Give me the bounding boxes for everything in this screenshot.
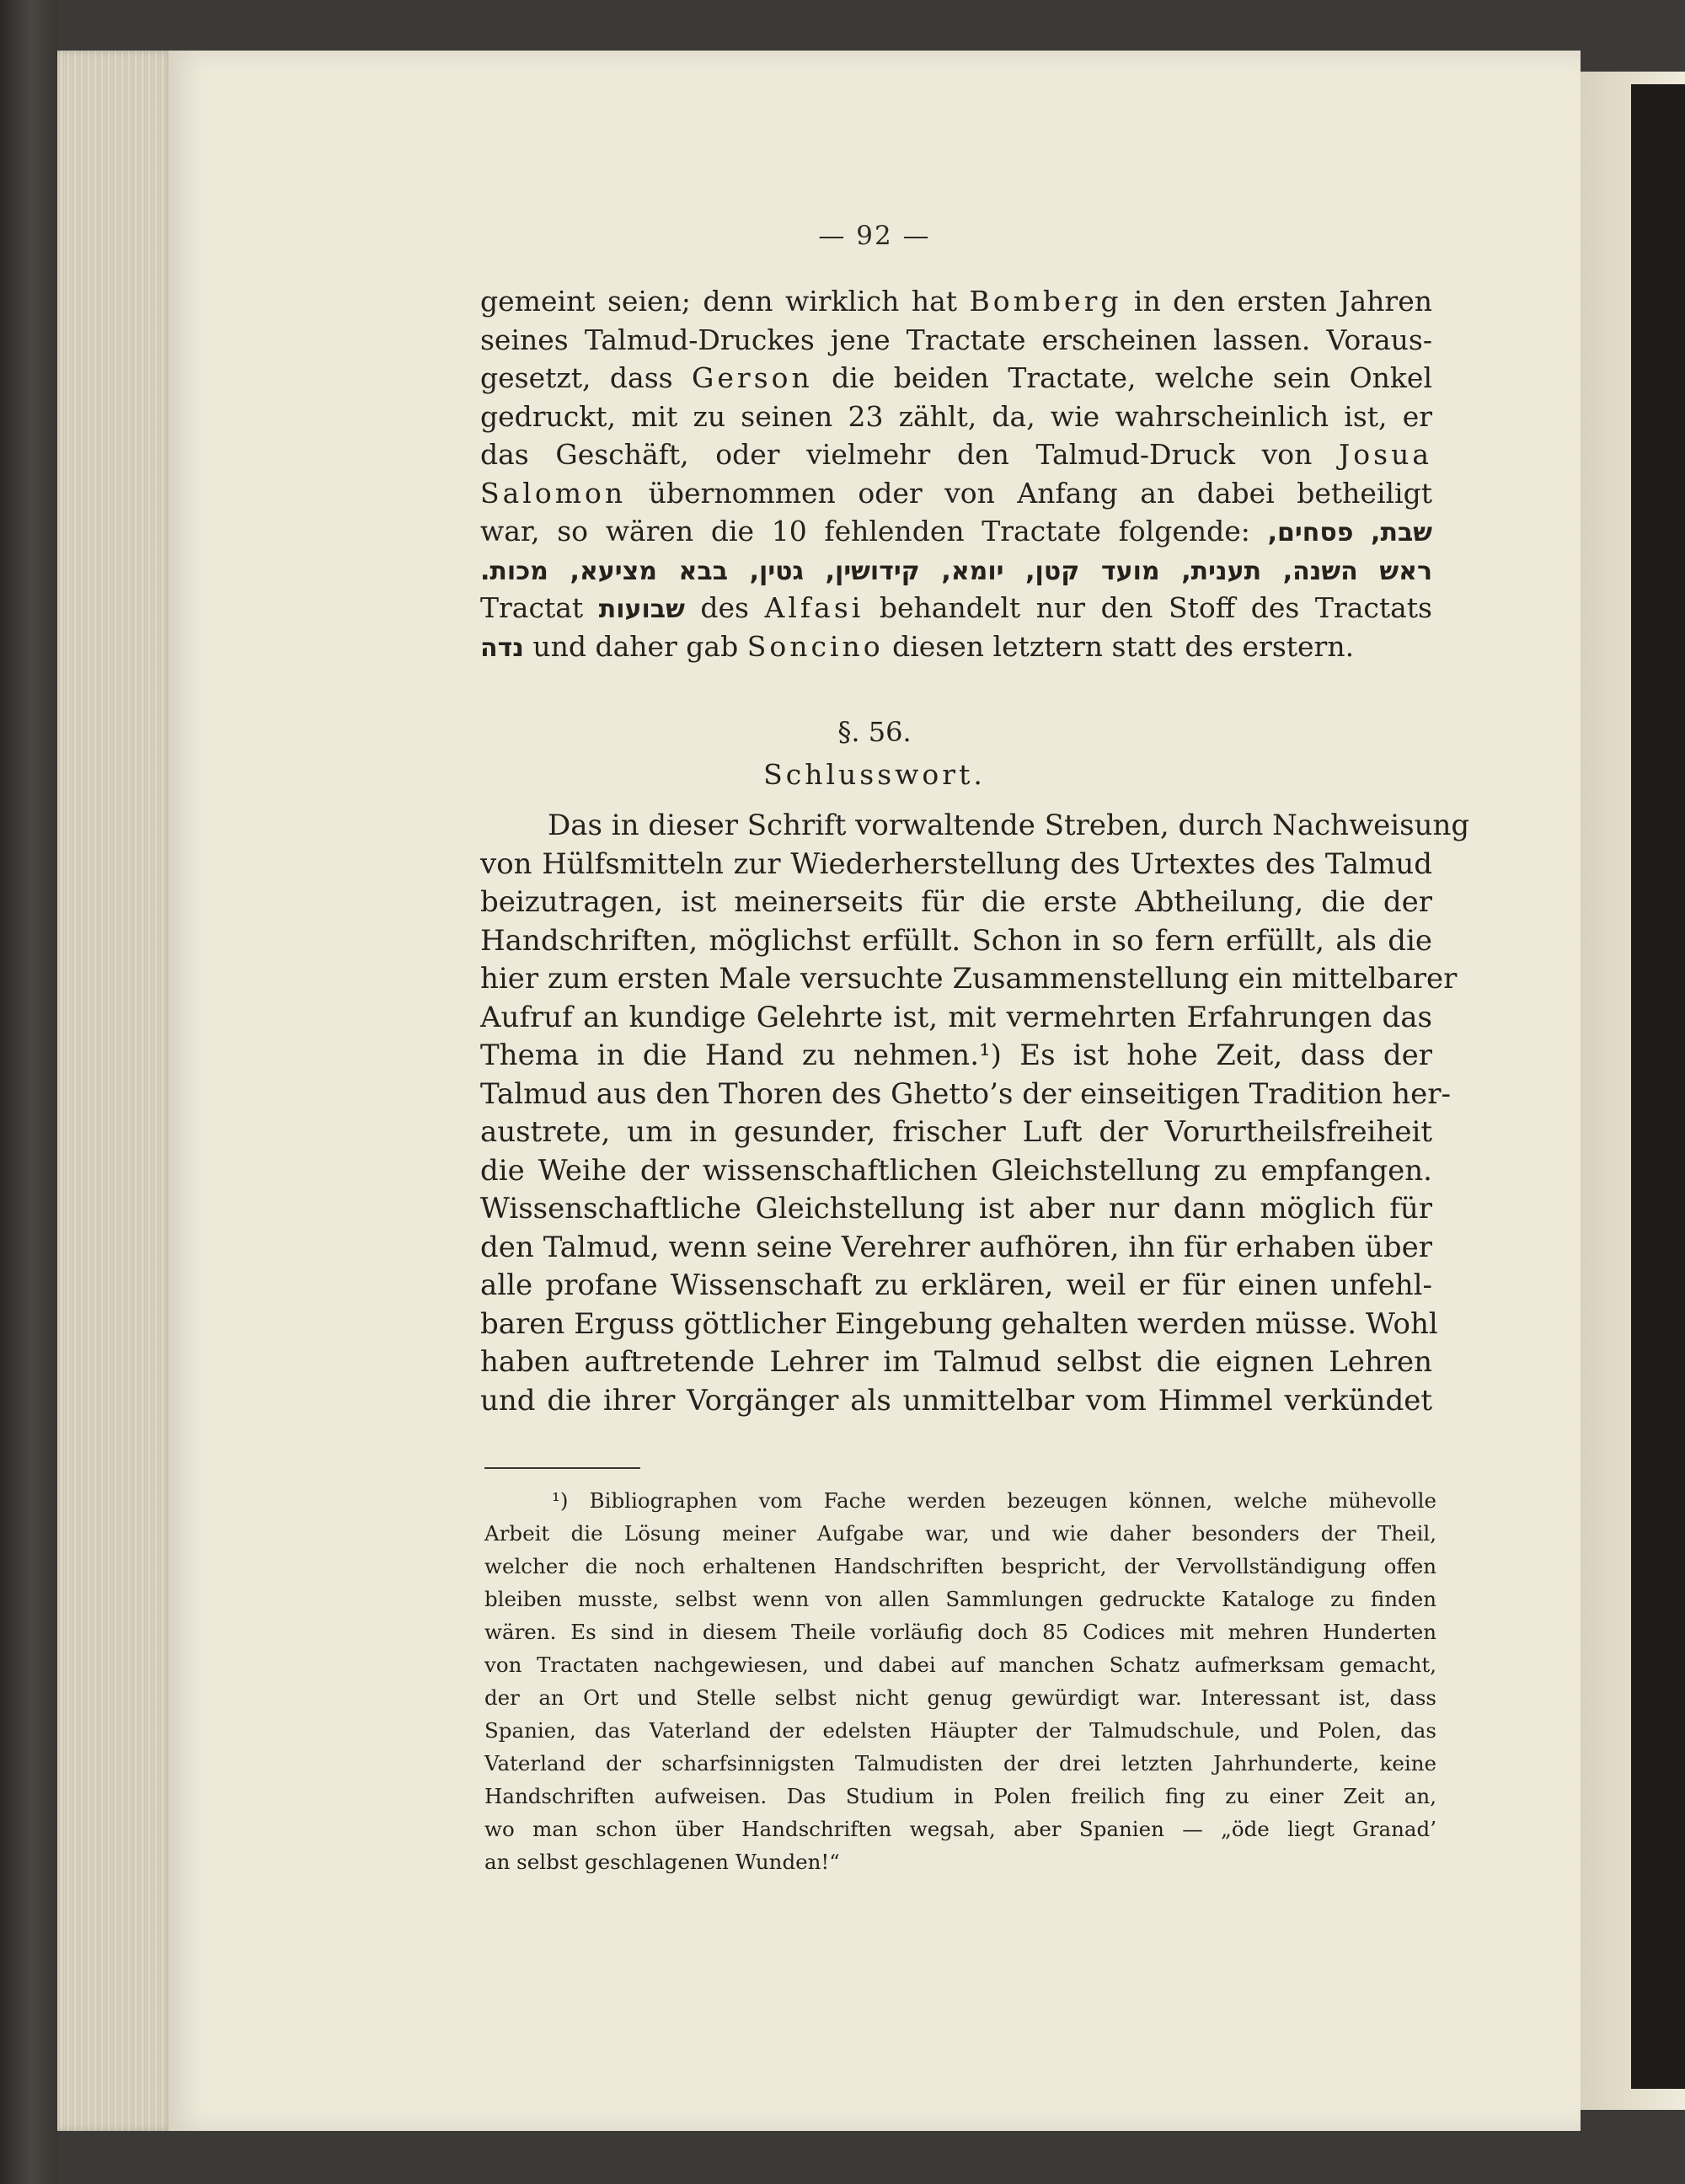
text-line: beizutragen, ist meinerseits für die erste Abtheilung, die der [480,885,1432,919]
footnote-rule [484,1467,640,1469]
text-line: austrete, um in gesunder, frischer Luft der Vorurtheilsfreiheit [480,1115,1432,1149]
hebrew-text: נדה [480,633,524,663]
text-line: haben auftretende Lehrer im Talmud selbst die eignen Lehren [480,1345,1432,1379]
book-binding [0,0,57,2184]
text-line: war, so wären die 10 fehlenden Tractate folgende: שבת, פסחים, [480,515,1432,547]
text-line: Salomon übernommen oder von Anfang an dabei betheiligt [480,476,1432,510]
right-background [1631,84,1685,2089]
text-line: gedruckt, mit zu seinen 23 zählt, da, wie wahrscheinlich ist, er [480,399,1432,433]
text-line: den Talmud, wenn seine Verehrer aufhören, ihn für erhaben über [480,1230,1432,1264]
section-number: §. 56. [837,716,912,748]
footnote-line: bleiben musste, selbst wenn von allen Sammlungen gedruckte Kataloge zu finden [484,1587,1436,1611]
text-line: baren Erguss göttlicher Eingebung gehalten werden müsse. Wohl [480,1306,1438,1341]
text-line: von Hülfsmitteln zur Wiederherstellung des Urtextes des Talmud [480,846,1432,881]
text-line: die Weihe der wissenschaftlichen Gleichstellung zu empfangen. [480,1153,1432,1188]
footnote-line: der an Ort und Stelle selbst nicht genug gewürdigt war. Interessant ist, dass [484,1685,1436,1710]
hebrew-text: שבת, פסחים, [1267,518,1432,547]
text-line: Das in dieser Schrift vorwaltende Streben, durch Nachweisung [548,809,1470,842]
text-line: hier zum ersten Male versuchte Zusammenstellung ein mittelbarer [480,962,1458,996]
page-number: — 92 — [818,221,931,251]
hebrew-text: ראש השנה, תענית, מועד קטן, יומא, קידושין, גטין, בבא מציעא, מכות. [480,556,1432,586]
text-line: Tractat שבועות des Alfasi behandelt nur den Stoff des Tractats [480,591,1432,624]
text-line: Handschriften, möglichst erfüllt. Schon in so fern erfüllt, als die [480,923,1432,958]
footnote-line: Arbeit die Lösung meiner Aufgabe war, und wie daher besonders der Theil, [484,1521,1436,1546]
footnote-line: welcher die noch erhaltenen Handschriften bespricht, der Vervollständigung offen [484,1554,1436,1578]
text-line: seines Talmud-Druckes jene Tractate erscheinen lassen. Voraus- [480,323,1432,356]
footnote-line: ¹) Bibliographen vom Fache werden bezeugen können, welche mühevolle [552,1488,1436,1513]
footnote-line: von Tractaten nachgewiesen, und dabei auf manchen Schatz aufmerksam gemacht, [484,1653,1436,1677]
footnote-line: wären. Es sind in diesem Theile vorläufig doch 85 Codices mit mehren Hunderten [484,1620,1436,1644]
text-line: gemeint seien; denn wirklich hat Bomberg in den ersten Jahren [480,285,1432,318]
text-line: Aufruf an kundige Gelehrte ist, mit vermehrten Erfahrungen das [480,1000,1432,1034]
text-line: נדה und daher gab Soncino diesen letztern statt des erstern. [480,629,1355,663]
section-title: Schlusswort. [763,758,986,791]
footnote [484,1484,1436,1878]
footnote-line: wo man schon über Handschriften wegsah, aber Spanien — „öde liegt Granad’ [484,1817,1436,1841]
text-line: gesetzt, dass Gerson die beiden Tractate, welche sein Onkel [480,361,1432,394]
text-line: alle profane Wissenschaft zu erklären, weil er für einen unfehl- [480,1268,1432,1302]
left-page-edges [57,51,175,2131]
paragraph-1 [480,282,1432,665]
footnote-line: Vaterland der scharfsinnigsten Talmudisten der drei letzten Jahrhunderte, keine [484,1751,1436,1776]
footnote-line: Handschriften aufweisen. Das Studium in Polen freilich fing zu einer Zeit an, [484,1784,1436,1808]
text-line: und die ihrer Vorgänger als unmittelbar vom Himmel verkündet [480,1383,1432,1418]
footnote-line: an selbst geschlagenen Wunden!“ [484,1850,840,1874]
text-line [480,551,1432,590]
text-line: das Geschäft, oder vielmehr den Talmud-Druck von Josua [480,438,1432,471]
text-line: Wissenschaftliche Gleichstellung ist aber nur dann möglich für [480,1192,1432,1225]
text-line: Thema in die Hand zu nehmen.¹) Es ist hohe Zeit, dass der [480,1039,1432,1072]
footnote-line: Spanien, das Vaterland der edelsten Häupter der Talmudschule, und Polen, das [484,1718,1436,1743]
hebrew-text: שבועות [598,595,685,624]
text-line: Talmud aus den Thoren des Ghetto’s der einseitigen Tradition her- [480,1076,1451,1111]
paragraph-2 [480,807,1470,1420]
